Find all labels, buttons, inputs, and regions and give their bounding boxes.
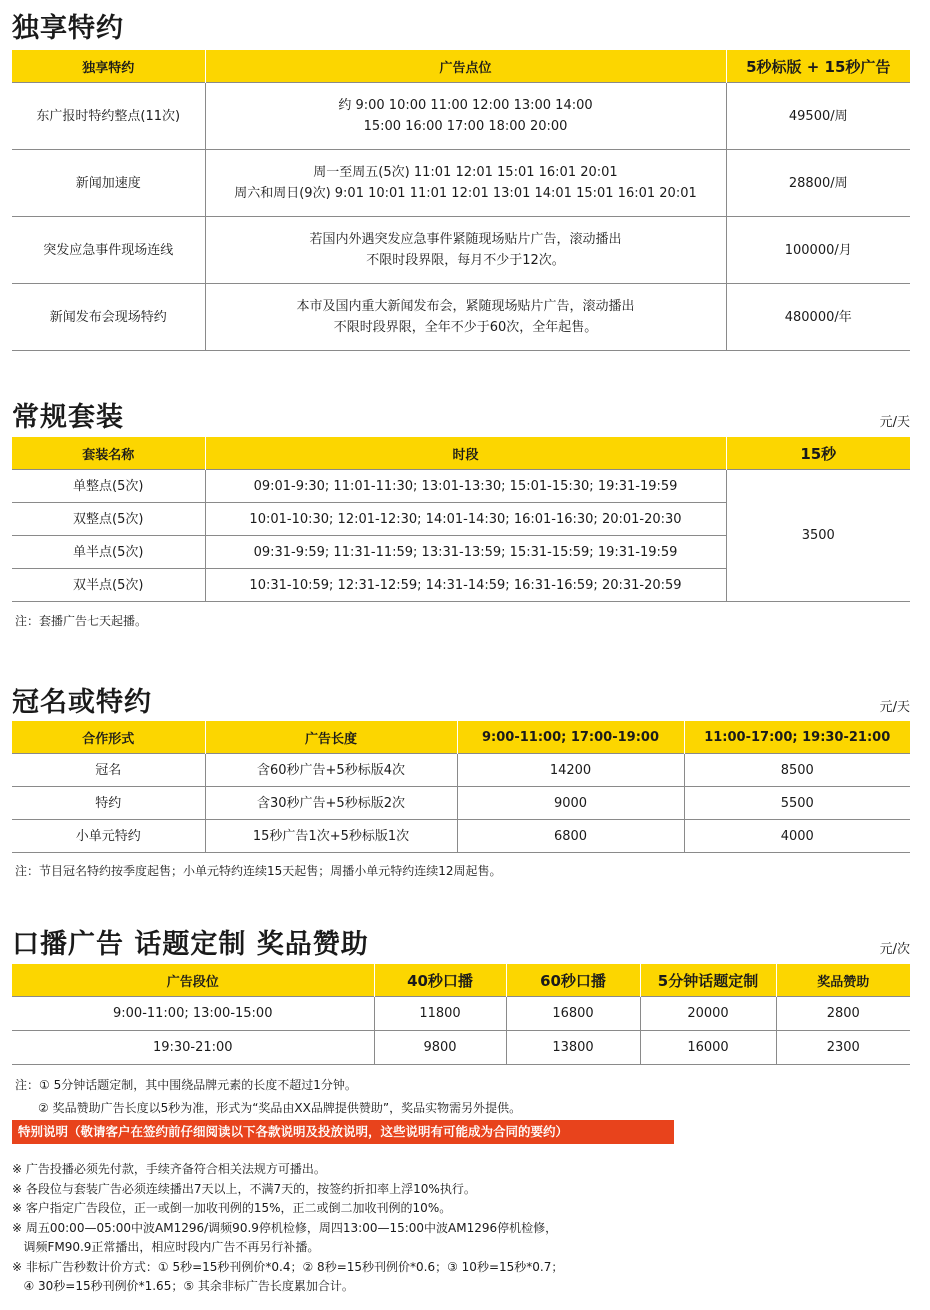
row-name: 新闻加速度: [12, 150, 205, 217]
row-slots: 10:31-10:59; 12:31-12:59; 14:31-14:59; 16:31-16:59; 20:31-20:59: [205, 569, 726, 602]
row-slots: 若国内外遇突发应急事件紧随现场贴片广告，滚动播出 不限时段界限，每月不少于12次。: [205, 217, 726, 284]
unit-label: 元/次: [879, 942, 910, 957]
remark-item: ※ 广告投播必须先付款，手续齐备符合相关法规方可播出。: [12, 1162, 326, 1176]
row-price: 20000: [640, 997, 776, 1031]
table-row: [12, 754, 910, 787]
row-price: 11800: [374, 997, 506, 1031]
remark-item: ※ 客户指定广告段位，正一或倒一加收刊例的15%，正二或倒二加收刊例的10%。: [12, 1201, 452, 1215]
row-length: 含30秒广告+5秒标版2次: [205, 787, 457, 820]
row-name: 双半点(5次): [12, 569, 205, 602]
row-name: 双整点(5次): [12, 503, 205, 536]
col-header: 11:00-17:00; 19:30-21:00: [684, 721, 910, 754]
oral-note-2: ② 奖品赞助广告长度以5秒为准，形式为“奖品由XX品牌提供赞助”，奖品实物需另外提供。: [38, 1101, 522, 1115]
section-title-exclusive: 独享特约: [12, 13, 124, 44]
table-row: [12, 284, 910, 351]
table-row: [12, 217, 910, 284]
col-header: 广告长度: [205, 721, 457, 754]
oral-note-1: 注：① 5分钟话题定制，其中围绕品牌元素的长度不超过1分钟。: [15, 1078, 357, 1092]
section-title-naming: 冠名或特约: [12, 687, 152, 718]
col-header: 15秒: [726, 437, 910, 470]
col-header: 独享特约: [12, 50, 205, 83]
row-name: 单半点(5次): [12, 536, 205, 569]
col-header: 广告段位: [12, 964, 374, 997]
remarks-list: [12, 1160, 563, 1297]
package-note: 注：套播广告七天起播。: [15, 614, 148, 628]
table-row: [12, 470, 910, 503]
row-length: 含60秒广告+5秒标版4次: [205, 754, 457, 787]
row-price: 6800: [457, 820, 684, 853]
row-form: 冠名: [12, 754, 205, 787]
row-price: 9000: [457, 787, 684, 820]
table-row: [12, 787, 910, 820]
row-slot: 19:30-21:00: [12, 1031, 374, 1065]
row-price: 480000/年: [726, 284, 910, 351]
row-price: 28800/周: [726, 150, 910, 217]
remark-item: ※ 各段位与套装广告必须连续播出7天以上，不满7天的，按签约折扣率上浮10%执行。: [12, 1181, 476, 1196]
section-title-oral: 口播广告 话题定制 奖品赞助: [12, 929, 369, 960]
row-form: 特约: [12, 787, 205, 820]
row-slots: 周一至周五(5次) 11:01 12:01 15:01 16:01 20:01 周六和周日(9次) 9:01 10:01 11:01 12:01 13:01 14:01 15:01 16:01 20:01: [205, 150, 726, 217]
row-price: 16000: [640, 1031, 776, 1065]
special-notice-banner: 特别说明（敬请客户在签约前仔细阅读以下各款说明及投放说明，这些说明有可能成为合同的要约）: [12, 1120, 674, 1144]
row-slot: 9:00-11:00; 13:00-15:00: [12, 997, 374, 1031]
oral-table: [12, 964, 910, 1065]
row-price: 2800: [776, 997, 910, 1031]
row-price: 100000/月: [726, 217, 910, 284]
table-row: [12, 83, 910, 150]
table-row: [12, 1031, 910, 1065]
section-title-package: 常规套装: [12, 402, 124, 433]
exclusive-table: [12, 50, 910, 351]
table-row: [12, 997, 910, 1031]
remark-item: ※ 非标广告秒数计价方式：① 5秒=15秒刊例价*0.4；② 8秒=15秒刊例价*0.6；③ 10秒=15秒*0.7；: [12, 1259, 564, 1274]
row-name: 新闻发布会现场特约: [12, 284, 205, 351]
row-price: 16800: [506, 997, 640, 1031]
row-price: 5500: [684, 787, 910, 820]
remark-item: 调频FM90.9正常播出，相应时段内广告不再另行补播。: [12, 1240, 320, 1254]
row-name: 突发应急事件现场连线: [12, 217, 205, 284]
package-table: [12, 437, 910, 602]
row-price: 4000: [684, 820, 910, 853]
unit-label: 元/天: [879, 415, 910, 430]
row-name: 单整点(5次): [12, 470, 205, 503]
package-price: 3500: [726, 470, 910, 602]
col-header: 合作形式: [12, 721, 205, 754]
row-slots: 本市及国内重大新闻发布会，紧随现场贴片广告，滚动播出 不限时段界限，全年不少于60次，全年起售。: [205, 284, 726, 351]
col-header: 60秒口播: [506, 964, 640, 997]
row-price: 2300: [776, 1031, 910, 1065]
row-slots: 约 9:00 10:00 11:00 12:00 13:00 14:00 15:00 16:00 17:00 18:00 20:00: [205, 83, 726, 150]
col-header: 套装名称: [12, 437, 205, 470]
row-form: 小单元特约: [12, 820, 205, 853]
col-header: 广告点位: [205, 50, 726, 83]
row-length: 15秒广告1次+5秒标版1次: [205, 820, 457, 853]
col-header: 9:00-11:00; 17:00-19:00: [457, 721, 684, 754]
unit-label: 元/天: [879, 700, 910, 715]
col-header: 时段: [205, 437, 726, 470]
col-header: 奖品赞助: [776, 964, 910, 997]
row-slots: 09:01-9:30; 11:01-11:30; 13:01-13:30; 15:01-15:30; 19:31-19:59: [205, 470, 726, 503]
row-price: 14200: [457, 754, 684, 787]
table-row: [12, 150, 910, 217]
remark-item: ※ 周五00:00—05:00中波AM1296/调频90.9停机检修，周四13:00—15:00中波AM1296停机检修，: [12, 1220, 558, 1235]
col-header: 40秒口播: [374, 964, 506, 997]
row-price: 8500: [684, 754, 910, 787]
naming-note: 注：节目冠名特约按季度起售；小单元特约连续15天起售；周播小单元特约连续12周起售。: [15, 864, 502, 878]
row-price: 49500/周: [726, 83, 910, 150]
row-price: 9800: [374, 1031, 506, 1065]
row-name: 东广报时特约整点(11次): [12, 83, 205, 150]
remark-item: ④ 30秒=15秒刊例价*1.65；⑤ 其余非标广告长度累加合计。: [12, 1279, 354, 1293]
table-row: [12, 820, 910, 853]
col-header: 5分钟话题定制: [640, 964, 776, 997]
row-slots: 10:01-10:30; 12:01-12:30; 14:01-14:30; 16:01-16:30; 20:01-20:30: [205, 503, 726, 536]
row-price: 13800: [506, 1031, 640, 1065]
naming-table: [12, 721, 910, 853]
row-slots: 09:31-9:59; 11:31-11:59; 13:31-13:59; 15:31-15:59; 19:31-19:59: [205, 536, 726, 569]
col-header: 5秒标版 + 15秒广告: [726, 50, 910, 83]
